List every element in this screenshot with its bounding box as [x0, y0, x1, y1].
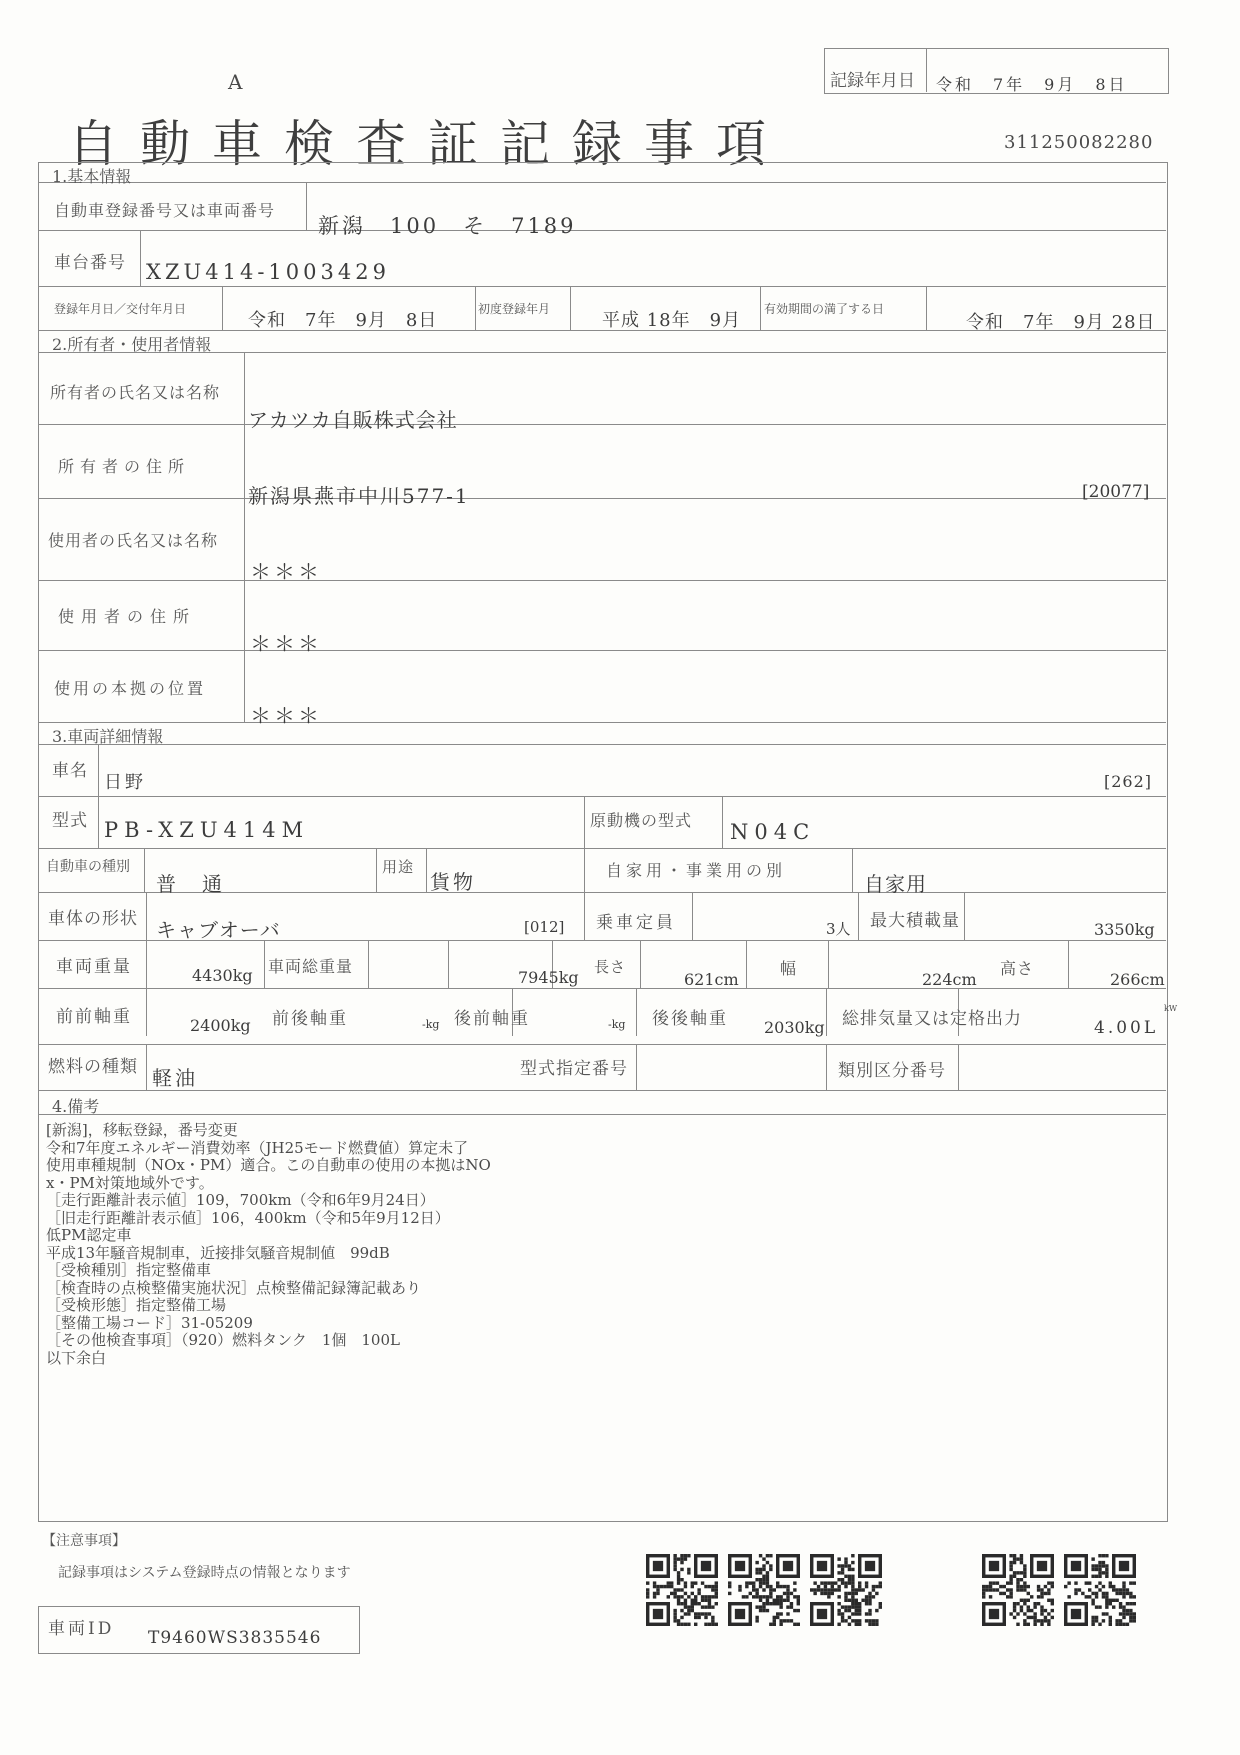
rule [38, 424, 1166, 425]
rf-axle-value: -kg [608, 1018, 626, 1031]
fuel-label: 燃料の種類 [48, 1057, 138, 1077]
rule [146, 1044, 147, 1090]
qr-code-icon [646, 1554, 718, 1626]
rr-axle-value: 2030kg [764, 1018, 825, 1037]
rule [38, 1114, 1166, 1115]
rule [38, 286, 1166, 287]
max-load-value: 3350kg [1094, 920, 1155, 939]
remarks-list [46, 1122, 491, 1367]
caution-label: 【注意事項】 [42, 1533, 126, 1549]
biz-value: 自家用 [864, 872, 927, 896]
rule [38, 1090, 1166, 1091]
rule [852, 848, 853, 892]
remark-line: 平成13年騒音規制車，近接排気騒音規制値 99dB [46, 1243, 390, 1262]
use-value: 貨物 [430, 870, 476, 894]
rf-axle-label: 後前軸重 [454, 1009, 530, 1029]
remark-line: 使用車種規制（NOx・PM）適合。この自動車の使用の本拠はNO [46, 1156, 491, 1174]
rule [640, 940, 641, 988]
remark-line: ［検査時の点検整備実施状況］点検整備記録簿記載あり [46, 1278, 422, 1297]
section-basic-label: 1.基本情報 [52, 167, 132, 186]
body-code: [012] [524, 918, 565, 936]
rule [38, 744, 1166, 745]
rule [958, 1044, 959, 1090]
displacement-unit: kW [1164, 1004, 1178, 1013]
document-number: 311250082280 [1004, 132, 1154, 153]
ff-axle-label: 前前軸重 [56, 1007, 132, 1027]
page-title: 自動車検査証記録事項 [68, 115, 788, 173]
capacity-value: 3人 [826, 920, 851, 938]
max-load-label: 最大積載量 [870, 911, 960, 931]
engine-label: 原動機の型式 [590, 811, 693, 830]
expiry-value: 令和 7年 9月 28日 [966, 312, 1156, 333]
reg-no-value: 新潟 100 そ 7189 [318, 214, 577, 238]
rule [38, 848, 1166, 849]
body-value: キャブオーバ [156, 918, 281, 942]
vehicle-id-label: 車両ID [48, 1619, 115, 1639]
rule [146, 988, 147, 1036]
remark-line: ［その他検査事項］（920）燃料タンク 1個 100L [46, 1331, 400, 1349]
rule [376, 848, 377, 892]
owner-name-value: アカツカ自販株式会社 [248, 408, 458, 432]
expiry-label: 有効期間の満了する日 [764, 302, 885, 316]
base-value: ＊＊＊ [250, 704, 322, 728]
rule [692, 892, 693, 940]
rule [38, 1044, 1166, 1045]
width-label: 幅 [780, 959, 798, 978]
biz-label: 自家用・事業用の別 [606, 861, 787, 880]
kind-value: 普 通 [156, 872, 225, 896]
remark-line: x・PM対策地域外です。 [46, 1173, 214, 1192]
weight-value: 4430kg [192, 966, 253, 985]
ff-axle-value: 2400kg [190, 1016, 251, 1035]
length-value: 621cm [684, 970, 739, 989]
remark-line: ［走行距離計表示値］109，700km（令和6年9月24日） [46, 1191, 435, 1209]
height-value: 266cm [1110, 970, 1165, 989]
record-date-value: 令和 7年 9月 8日 [936, 75, 1128, 94]
reg-no-label: 自動車登録番号又は車両番号 [54, 201, 276, 220]
owner-addr-label: 所有者の住所 [58, 457, 191, 476]
gross-label: 車両総重量 [268, 957, 354, 976]
fuel-value: 軽油 [152, 1066, 198, 1090]
rule [38, 988, 1166, 989]
name-label: 車名 [52, 761, 88, 781]
rule [926, 286, 927, 330]
record-date-label: 記録年月日 [830, 71, 915, 91]
name-code: [262] [1104, 772, 1153, 791]
owner-addr-value: 新潟県燕市中川577-1 [248, 484, 470, 508]
rule [264, 940, 265, 988]
rr-axle-label: 後後軸重 [652, 1009, 728, 1029]
rule [98, 796, 99, 848]
remark-line: 以下余白 [46, 1348, 107, 1367]
rule [38, 722, 1166, 723]
first-reg-label: 初度登録年月 [478, 302, 551, 316]
owner-addr-code: [20077] [1082, 482, 1150, 502]
rule [475, 286, 476, 330]
section-vehicle-label: 3.車両詳細情報 [52, 727, 164, 746]
kind-label: 自動車の種別 [46, 859, 130, 875]
rule [146, 940, 147, 988]
rule [584, 796, 585, 848]
rule [38, 580, 1166, 581]
model-value: PB-XZU414M [104, 818, 310, 842]
weight-label: 車両重量 [56, 957, 132, 977]
gross-value: 7945kg [518, 968, 579, 987]
rule [584, 848, 585, 892]
owner-name-label: 所有者の氏名又は名称 [50, 383, 221, 402]
base-label: 使用の本拠の位置 [54, 679, 207, 698]
type-approval-label: 型式指定番号 [520, 1059, 628, 1079]
rule [826, 1044, 827, 1090]
capacity-label: 乗車定員 [596, 913, 676, 933]
rule [760, 286, 761, 330]
remark-line: ［整備工場コード］31-05209 [46, 1313, 253, 1332]
section-remarks-label: 4.備考 [52, 1097, 100, 1116]
rule [244, 352, 245, 722]
fr-axle-value: -kg [422, 1018, 440, 1031]
qr-code-icon [982, 1554, 1054, 1626]
corner-mark: A [228, 70, 243, 94]
rule [306, 182, 307, 230]
qr-code-icon [1064, 1554, 1136, 1626]
remark-line: ［受検形態］指定整備工場 [46, 1296, 227, 1314]
rule [722, 796, 723, 848]
rule [38, 796, 1166, 797]
user-addr-value: ＊＊＊ [250, 632, 322, 656]
rule [146, 892, 147, 940]
body-label: 車体の形状 [48, 909, 138, 929]
use-label: 用途 [382, 858, 415, 876]
rule [98, 744, 99, 796]
chassis-value: XZU414-1003429 [146, 260, 390, 284]
rule [38, 650, 1166, 651]
rule [222, 286, 223, 330]
rule [636, 1044, 637, 1090]
rule [144, 848, 145, 892]
issue-date-value: 令和 7年 9月 8日 [248, 310, 438, 331]
remark-line: 令和7年度エネルギー消費効率（JH25モード燃費値）算定未了 [46, 1138, 469, 1157]
rule [140, 230, 141, 286]
model-label: 型式 [52, 811, 88, 831]
rule [426, 848, 427, 892]
width-value: 224cm [922, 970, 977, 989]
fr-axle-label: 前後軸重 [272, 1009, 348, 1029]
remark-line: [新潟]，移転登録，番号変更 [46, 1121, 238, 1139]
displacement-value: 4.00L [1094, 1018, 1159, 1038]
engine-value: N04C [730, 820, 816, 844]
rule [746, 940, 747, 988]
rule [1068, 940, 1069, 988]
rule [570, 286, 571, 330]
remark-line: 低PM認定車 [46, 1226, 132, 1244]
rule [368, 940, 369, 988]
height-label: 高さ [1000, 959, 1035, 978]
remark-line: ［旧走行距離計表示値］106，400km（令和5年9月12日） [46, 1208, 450, 1227]
section-owner-label: 2.所有者・使用者情報 [52, 335, 212, 354]
user-name-label: 使用者の氏名又は名称 [48, 531, 219, 550]
user-addr-label: 使用者の住所 [58, 607, 197, 626]
rule [636, 988, 637, 1036]
class-label: 類別区分番号 [838, 1061, 946, 1081]
record-date-divider [926, 48, 927, 92]
chassis-label: 車台番号 [54, 253, 126, 273]
issue-date-label: 登録年月日／交付年月日 [54, 302, 187, 316]
length-label: 長さ [594, 958, 627, 976]
name-value: 日野 [104, 772, 146, 793]
rule [858, 892, 859, 940]
caution-text: 記録事項はシステム登録時点の情報となります [58, 1565, 351, 1581]
user-name-value: ＊＊＊ [250, 560, 322, 584]
rule [826, 988, 827, 1036]
qr-code-icon [728, 1554, 800, 1626]
rule [584, 892, 585, 940]
vehicle-id-value: T9460WS3835546 [148, 1628, 322, 1648]
rule [448, 940, 449, 988]
first-reg-value: 平成 18年 9月 [602, 310, 742, 331]
rule [828, 940, 829, 988]
rule [38, 498, 1166, 499]
displacement-label: 総排気量又は定格出力 [842, 1009, 1022, 1029]
rule [38, 230, 1166, 231]
rule [38, 182, 1166, 183]
qr-code-icon [810, 1554, 882, 1626]
remark-line: ［受検種別］指定整備車 [46, 1261, 212, 1279]
rule [964, 892, 965, 940]
